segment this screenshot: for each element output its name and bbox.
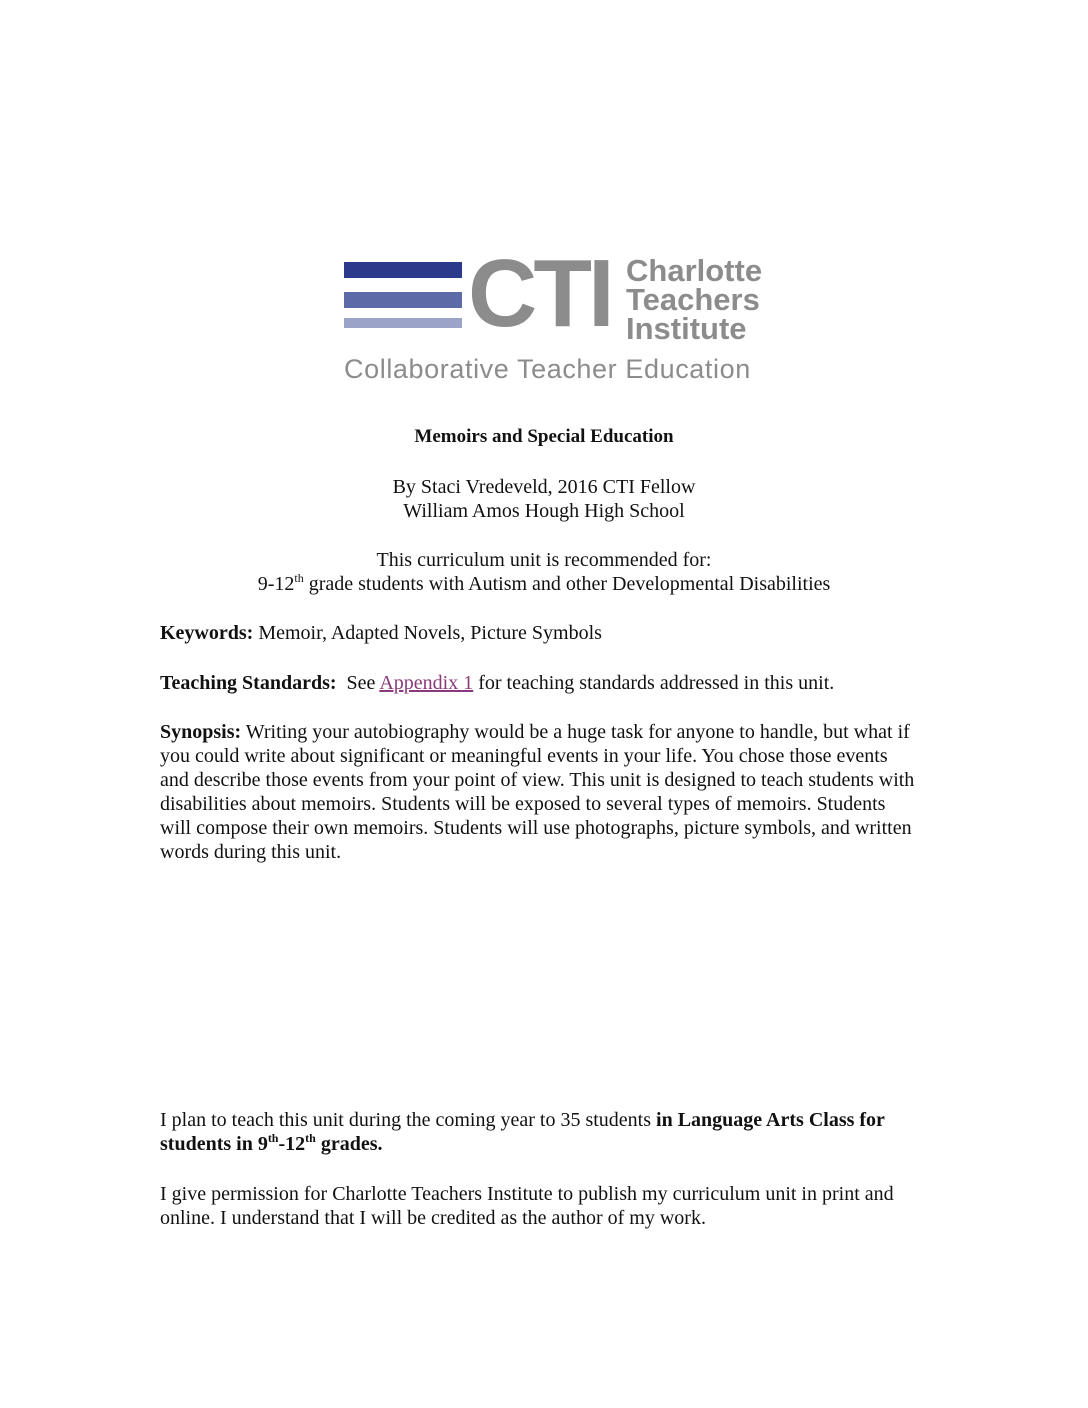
recommendation-line2	[0, 572, 1088, 596]
cti-logo	[344, 240, 794, 392]
logo-bar-mid	[344, 292, 462, 308]
synopsis-text: Writing your autobiography would be a huge task for anyone to handle, but what if you could write about significant or meaningful events in your life. You chose those events and describe those events from your point of view. This unit is designed to teach students with disabilities about memoirs. Students will be exposed to several types of memoirs. Students will compose their own memoirs. Students will use photographs, picture symbols, and written words during this unit.	[160, 721, 915, 863]
standards-text-post: for teaching standards addressed in this unit.	[473, 672, 835, 694]
logo-name-line1: Charlotte	[626, 253, 763, 288]
grade-suffix: th	[294, 571, 304, 585]
logo-name-line2: Teachers	[626, 282, 760, 317]
permission-paragraph: I give permission for Charlotte Teachers Institute to publish my curriculum unit in print and online. I understand that I will be credited as the author of my work.	[160, 1183, 894, 1229]
standards-text-pre: See	[336, 672, 380, 694]
synopsis-paragraph	[160, 720, 920, 864]
logo-name-line3: Institute	[626, 311, 747, 346]
school-name: William Amos Hough High School	[403, 500, 685, 522]
recommendation-audience: grade students with Autism and other Developmental Disabilities	[303, 573, 831, 595]
grade-range: 9-12	[257, 573, 295, 595]
plan-text: I plan to teach this unit during the coming year to 35 students	[160, 1109, 657, 1131]
standards-label: Teaching Standards:	[160, 672, 337, 694]
plan-bold-1: in Language Arts Class for students in 9	[160, 1109, 885, 1155]
keywords-paragraph	[160, 621, 930, 645]
author-byline: By Staci Vredeveld, 2016 CTI Fellow	[392, 476, 696, 498]
logo-letters: CTI	[468, 240, 611, 347]
standards-paragraph	[160, 671, 930, 695]
document-title: Memoirs and Special Education	[414, 426, 674, 447]
plan-sup-1: th	[267, 1131, 279, 1145]
plan-bold-2: -12	[278, 1133, 306, 1155]
logo-tagline: Collaborative Teacher Education	[344, 354, 751, 384]
appendix-link[interactable]: Appendix 1	[379, 672, 474, 694]
keywords-label: Keywords:	[160, 622, 254, 644]
plan-bold-3: grades.	[315, 1133, 383, 1155]
logo-name	[626, 253, 763, 346]
logo-bar-dark	[344, 262, 462, 278]
keywords-text: Memoir, Adapted Novels, Picture Symbols	[253, 622, 602, 644]
logo-bar-light	[344, 318, 462, 328]
plan-sup-2: th	[305, 1131, 316, 1145]
plan-paragraph	[160, 1108, 930, 1156]
recommendation-line1: This curriculum unit is recommended for:	[376, 549, 712, 571]
synopsis-label: Synopsis:	[160, 721, 242, 743]
